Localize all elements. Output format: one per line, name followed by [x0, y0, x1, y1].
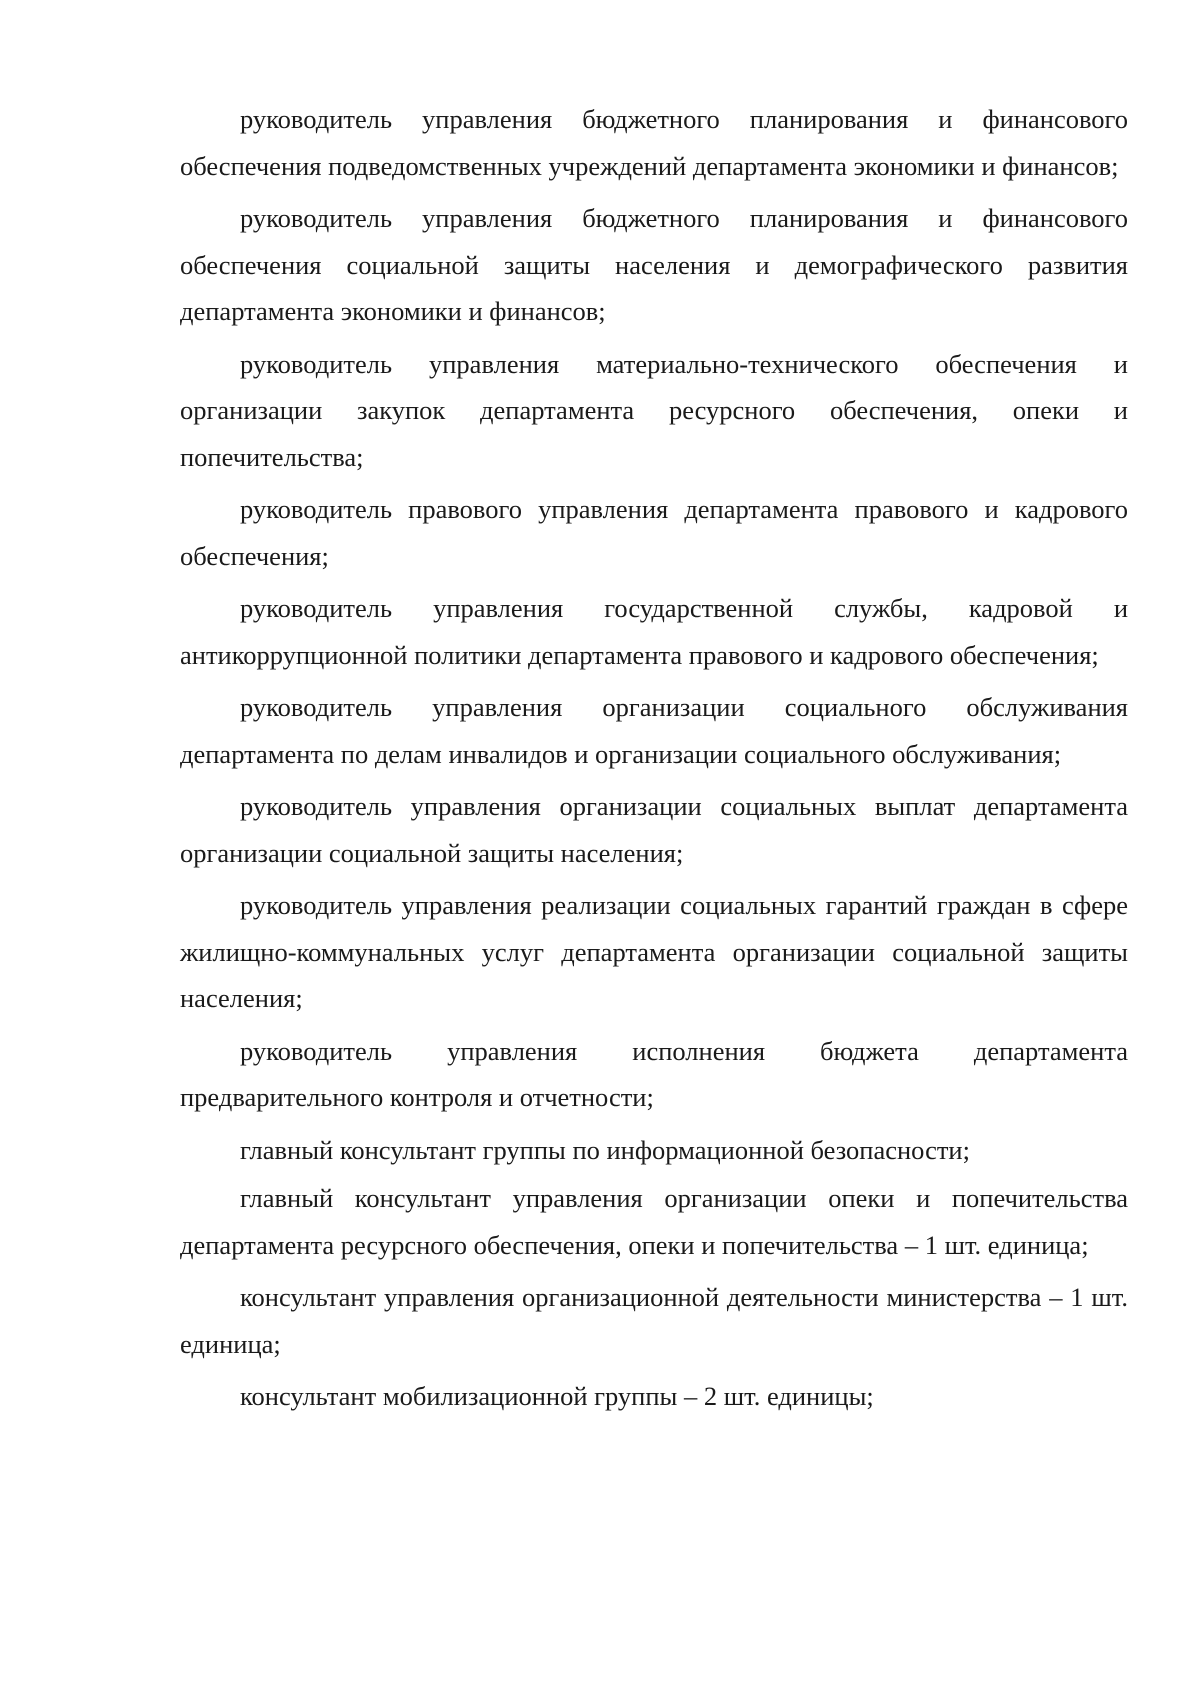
paragraph-11: главный консультант управления организации опеки и попечительства департамента ресурсного обеспечения, опеки и попечительства – 1 шт. единица;: [180, 1183, 1128, 1260]
paragraph-12: консультант управления организационной деятельности министерства – 1 шт. единица;: [180, 1282, 1128, 1359]
paragraph-4: руководитель правового управления департамента правового и кадрового обеспечения;: [180, 494, 1128, 571]
paragraph-1: руководитель управления бюджетного планирования и финансового обеспечения подведомственных учреждений департамента экономики и финансов;: [180, 104, 1128, 181]
paragraph-3: руководитель управления материально-технического обеспечения и организации закупок департамента ресурсного обеспечения, опеки и попечительства;: [180, 348, 1128, 472]
paragraph-5: руководитель управления государственной службы, кадровой и антикоррупционной политики департамента правового и кадрового обеспечения;: [180, 593, 1128, 670]
document-body: [180, 96, 1128, 1426]
paragraph-10: главный консультант группы по информационной безопасности;: [240, 1134, 970, 1165]
paragraph-7: руководитель управления организации социальных выплат департамента организации социальной защиты населения;: [180, 791, 1128, 868]
paragraph-9: руководитель управления исполнения бюджета департамента предварительного контроля и отчетности;: [180, 1035, 1128, 1112]
paragraph-6: руководитель управления организации социального обслуживания департамента по делам инвалидов и организации социального обслуживания;: [180, 692, 1128, 769]
paragraph-13: консультант мобилизационной группы – 2 шт. единицы;: [240, 1381, 874, 1411]
paragraph-8: руководитель управления реализации социальных гарантий граждан в сфере жилищно-коммунальных услуг департамента организации социальной защиты населения;: [180, 890, 1128, 1013]
paragraph-2: руководитель управления бюджетного планирования и финансового обеспечения социальной защиты населения и демографического развития департамента экономики и финансов;: [180, 203, 1128, 326]
